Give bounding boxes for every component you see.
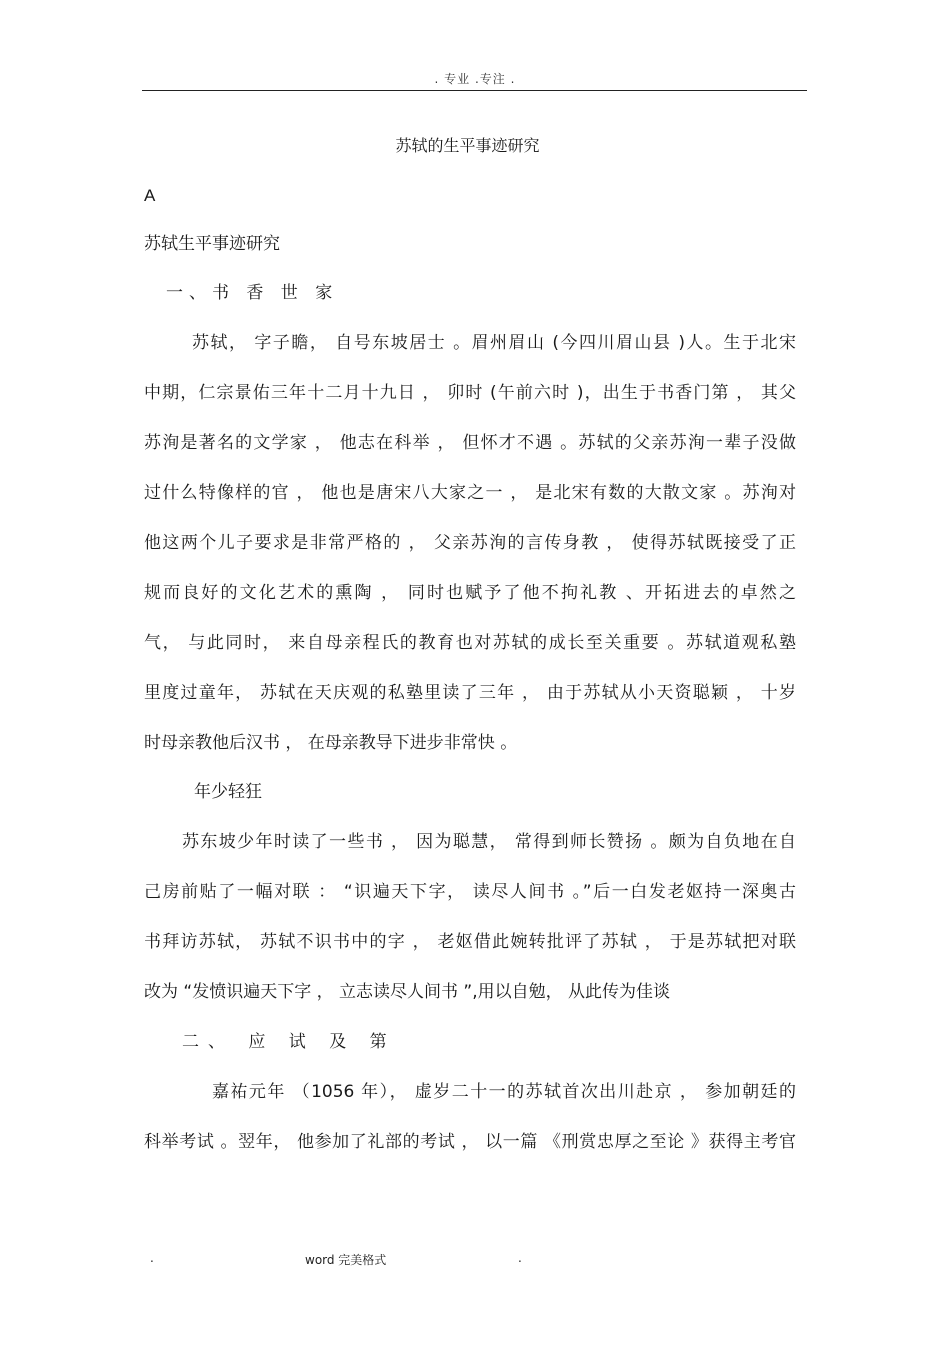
paragraph-line: 己房前贴了一幅对联 ： “识遍天下字， 读尽人间书 。”后一白发老妪持一深奥古 xyxy=(144,882,796,902)
paragraph-line: 气， 与此同时， 来自母亲程氏的教育也对苏轼的成长至关重要 。苏轼道观私塾 xyxy=(144,633,796,653)
paragraph-line: 里度过童年， 苏轼在天庆观的私塾里读了三年 ， 由于苏轼从小天资聪颖 ， 十岁 xyxy=(144,683,796,703)
paragraph-line: 书拜访苏轼， 苏轼不识书中的字 ， 老妪借此婉转批评了苏轼 ， 于是苏轼把对联 xyxy=(144,932,796,952)
paragraph-line: 规而良好的文化艺术的熏陶 ， 同时也赋予了他不拘礼教 、开拓进去的卓然之 xyxy=(144,583,796,603)
subsection-heading: 年少轻狂 xyxy=(194,782,262,802)
footer-text: word 完美格式 xyxy=(305,1253,387,1267)
footer-right: . xyxy=(518,1251,522,1265)
paragraph-line: 他这两个儿子要求是非常严格的 ， 父亲苏洵的言传身教 ， 使得苏轼既接受了正 xyxy=(144,533,796,553)
document-subtitle: 苏轼生平事迹研究 xyxy=(144,234,280,254)
page-header: . 专业 .专注 . xyxy=(434,72,516,86)
paragraph-line: 过什么特像样的官 ， 他也是唐宋八大家之一 ， 是北宋有数的大散文家 。苏洵对 xyxy=(144,483,796,503)
paragraph-line: 科举考试 。翌年， 他参加了礼部的考试 ， 以一篇 《刑赏忠厚之至论 》获得主考官 xyxy=(144,1132,796,1152)
paragraph-line: 中期，仁宗景佑三年十二月十九日 ， 卯时 (午前六时 )，出生于书香门第 ， 其父 xyxy=(144,383,796,403)
paragraph-line: 苏东坡少年时读了一些书 ， 因为聪慧， 常得到师长赞扬 。颇为自负地在自 xyxy=(182,832,796,852)
section-letter: A xyxy=(144,186,156,205)
header-rule xyxy=(142,90,807,91)
paragraph-line: 苏洵是著名的文学家 ， 他志在科举 ， 但怀才不遇 。苏轼的父亲苏洵一辈子没做 xyxy=(144,433,796,453)
section-heading-2: 二、 应 试 及 第 xyxy=(182,1032,396,1052)
footer-left: . xyxy=(150,1251,154,1265)
paragraph-line: 改为 “发愤识遍天下字 ， 立志读尽人间书 ”,用以自勉， 从此传为佳谈 xyxy=(144,982,671,1002)
paragraph-line: 嘉祐元年 （1056 年）， 虚岁二十一的苏轼首次出川赴京 ， 参加朝廷的 xyxy=(212,1082,796,1102)
section-heading-1: 一、书 香 世 家 xyxy=(166,283,339,303)
document-title: 苏轼的生平事迹研究 xyxy=(395,136,540,155)
paragraph-line: 时母亲教他后汉书 ， 在母亲教导下进步非常快 。 xyxy=(144,733,518,753)
paragraph-line: 苏轼， 字子瞻， 自号东坡居士 。眉州眉山 (今四川眉山县 )人。生于北宋 xyxy=(192,333,796,353)
